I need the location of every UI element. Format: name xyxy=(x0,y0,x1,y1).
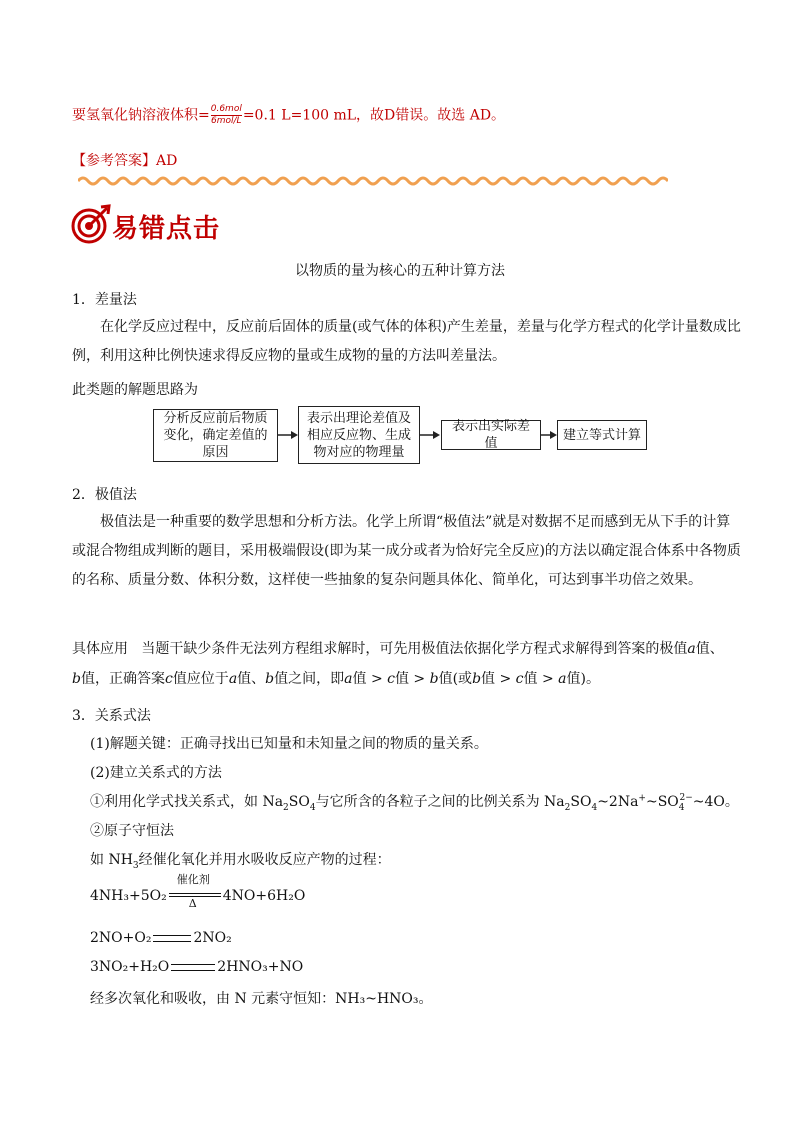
application-text: 当题干缺少条件无法列方程组求解时，可先用极值法依据化学方程式求解得到答案的极值 xyxy=(141,641,688,657)
fraction-denominator: 6mol/L xyxy=(211,116,242,126)
var-a: a xyxy=(344,671,353,687)
var-c: c xyxy=(515,671,524,687)
equation-1 xyxy=(90,873,306,910)
equation-right: 2NO₂ xyxy=(193,930,232,946)
section-3-point-1: (1)解题关键：正确寻找出已知量和未知量之间的物质的量关系。 xyxy=(90,736,488,752)
answer-prefix: 要氢氧化钠溶液体积= xyxy=(72,107,210,124)
comma: 、 xyxy=(709,641,724,657)
text-fragment: 如 NH xyxy=(90,852,133,868)
section-2-paragraph: 极值法是一种重要的数学思想和分析方法。化学上所谓“极值法”就是对数据不足而感到无从下手的计算或混合物组成判断的题目，采用极端假设(即为某一成分或者为恰好完全反应)的方法以确定混合体系中各物质的名称、质量分数、体积分数，这样使一些抽象的复杂问题具体化、简单化，可达到事半功倍之效果。 xyxy=(72,514,741,588)
equation-3 xyxy=(90,959,303,975)
equation-2 xyxy=(90,930,232,946)
target-icon xyxy=(70,203,112,245)
section-3-point-2: (2)建立关系式的方法 xyxy=(90,765,222,781)
arrow-right-icon xyxy=(278,428,300,442)
var-c: c xyxy=(387,671,395,687)
catalyst-label: 催化剂 xyxy=(176,873,210,886)
fraction-numerator: 0.6mol xyxy=(210,104,242,114)
application-label: 具体应用 xyxy=(72,641,128,657)
reaction-arrow xyxy=(169,873,221,910)
equals-sign xyxy=(171,964,215,971)
text-fragment: ①利用化学式找关系式，如 Na xyxy=(90,794,284,810)
section-3-heading: 3．关系式法 xyxy=(72,708,151,724)
flow-step-1: 分析反应前后物质变化，确定差值的原因 xyxy=(153,409,278,462)
section-1-paragraph: 在化学反应过程中，反应前后固体的质量(或气体的体积)产生差量，差量与化学方程式的化学计量数成比例，利用这种比例快速求得反应物的量或生成物的量的方法叫差量法。 xyxy=(72,319,741,364)
section-1-lead: 此类题的解题思路为 xyxy=(72,382,198,398)
text-fragment: 值(或 xyxy=(438,671,473,687)
arrow-right-icon xyxy=(420,428,442,442)
var-b: b xyxy=(429,671,439,687)
equation-left: 2NO+O₂ xyxy=(90,930,152,946)
equals-sign xyxy=(153,935,191,942)
gt: > xyxy=(495,671,516,687)
text-fragment: 与它所含的各粒子之间的比例关系为 Na xyxy=(315,794,565,810)
text-fragment: 值)。 xyxy=(566,671,600,687)
gt: > xyxy=(366,671,388,687)
var-b: b xyxy=(265,671,275,687)
section-3-point-4: ②原子守恒法 xyxy=(90,823,174,839)
equation-left: 4NH₃+5O₂ xyxy=(90,888,167,904)
equation-right: 2HNO₃+NO xyxy=(217,959,304,975)
text-fragment: 经催化氧化并用水吸收反应产物的过程： xyxy=(138,852,391,868)
word-value: 值 xyxy=(695,641,710,657)
word-value: 值 xyxy=(481,671,496,687)
text-fragment: 值，正确答案 xyxy=(80,671,165,687)
volume-fraction xyxy=(211,104,242,127)
word-value: 值 xyxy=(237,671,252,687)
section-2-heading: 2．极值法 xyxy=(72,487,137,503)
wavy-divider xyxy=(78,174,668,188)
word-value: 值 xyxy=(523,671,538,687)
equation-left: 3NO₂+H₂O xyxy=(90,959,170,975)
application-line-2 xyxy=(72,668,600,688)
section-title: 以物质的量为核心的五种计算方法 xyxy=(295,263,505,279)
section-1-heading: 1．差量法 xyxy=(72,292,137,308)
equation-right: 4NO+6H₂O xyxy=(222,888,306,904)
word-value: 值 xyxy=(352,671,367,687)
answer-suffix: =0.1 L=100 mL，故D错误。故选 AD。 xyxy=(242,107,506,124)
var-a: a xyxy=(558,671,567,687)
flow-step-2: 表示出理论差值及相应反应物、生成物对应的物理量 xyxy=(298,406,420,464)
flow-step-3: 表示出实际差值 xyxy=(441,420,541,450)
word-value: 值 xyxy=(394,671,409,687)
var-a: a xyxy=(228,671,238,687)
text-fragment: 值之间，即 xyxy=(274,671,345,687)
reference-answer: 【参考答案】AD xyxy=(72,153,178,169)
flow-step-4: 建立等式计算 xyxy=(557,420,647,450)
var-b: b xyxy=(472,671,482,687)
gt: > xyxy=(408,671,430,687)
section-3-conclusion: 经多次氧化和吸收，由 N 元素守恒知：NH₃~HNO₃。 xyxy=(90,991,433,1007)
var-c: c xyxy=(164,671,173,687)
heat-symbol: Δ xyxy=(188,897,197,910)
section-3-point-5: 如 $NH_3$经催化氧化并用水吸收反应产物的过程： xyxy=(90,852,391,871)
var-a: a xyxy=(687,641,696,657)
section-3-point-3: ①利用化学式找关系式，如 $Na_2SO_4$与它所含的各粒子之间的比例关系为 $Na_2SO_4\sim 2Na^+\sim SO_4^{2-}\sim 4O$。 xyxy=(90,793,739,813)
application-line-1 xyxy=(72,638,724,658)
var-b: b xyxy=(72,671,81,687)
comma: 、 xyxy=(251,671,266,687)
answer-line xyxy=(72,104,505,127)
banner-title: 易错点击 xyxy=(112,214,221,244)
text-fragment: 值应位于 xyxy=(172,671,229,687)
gt: > xyxy=(537,671,559,687)
